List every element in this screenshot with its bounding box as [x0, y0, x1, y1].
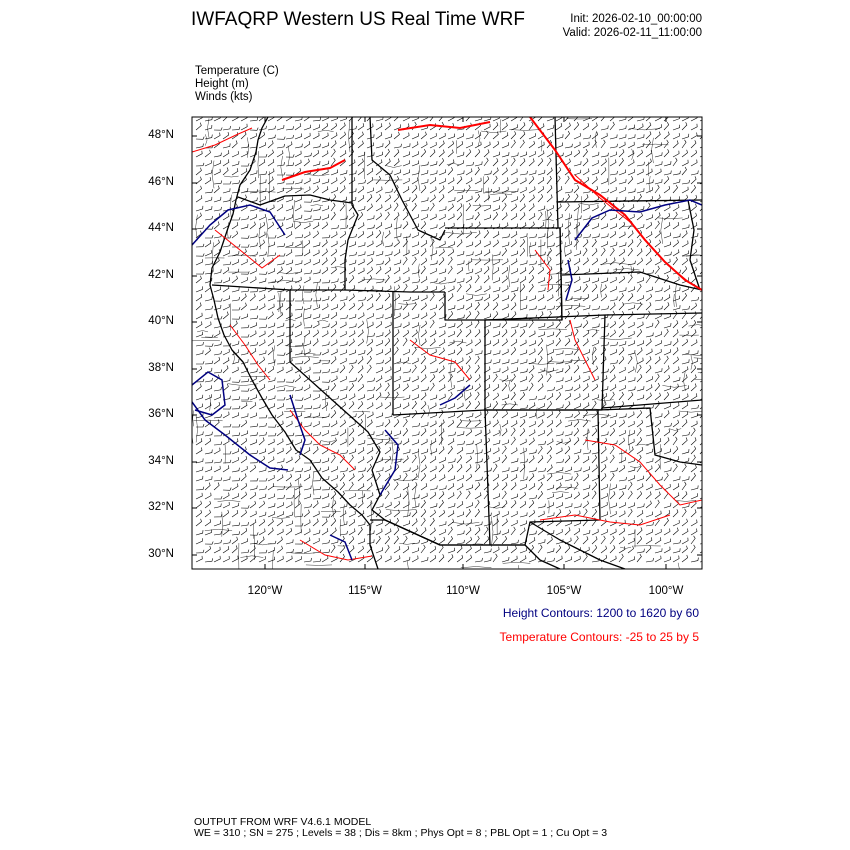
field-height: Height (m): [195, 78, 249, 90]
height-contour-note: Height Contours: 1200 to 1620 by 60: [502, 606, 699, 620]
temperature-contour-note: Temperature Contours: -25 to 25 by 5: [499, 630, 699, 644]
longitude-tick-label: 115°W: [348, 585, 382, 597]
field-temperature: Temperature (C): [195, 65, 279, 77]
latitude-tick-label: 40°N: [148, 315, 174, 327]
latitude-tick-label: 30°N: [148, 548, 174, 560]
latitude-tick-label: 48°N: [148, 129, 174, 141]
longitude-tick-label: 120°W: [247, 585, 283, 597]
latitude-tick-label: 34°N: [148, 455, 174, 467]
valid-time: Valid: 2026-02-11_11:00:00: [562, 27, 702, 39]
map-title: IWFAQRP Western US Real Time WRF: [191, 9, 525, 30]
latitude-tick-label: 36°N: [148, 408, 174, 420]
footer-model: OUTPUT FROM WRF V4.6.1 MODEL: [194, 816, 372, 828]
latitude-tick-label: 32°N: [148, 501, 174, 513]
field-winds: Winds (kts): [195, 91, 253, 103]
longitude-tick-label: 105°W: [546, 585, 582, 597]
latitude-tick-label: 46°N: [148, 176, 174, 188]
latitude-tick-label: 42°N: [148, 269, 174, 281]
longitude-tick-label: 100°W: [648, 585, 684, 597]
footer-config: WE = 310 ; SN = 275 ; Levels = 38 ; Dis = 8km ; Phys Opt = 8 ; PBL Opt = 1 ; Cu Opt = 3: [194, 827, 608, 839]
latitude-tick-label: 38°N: [148, 362, 174, 374]
latitude-tick-label: 44°N: [148, 222, 174, 234]
longitude-tick-label: 110°W: [446, 585, 480, 597]
county-line: [601, 567, 602, 589]
init-time: Init: 2026-02-10_00:00:00: [570, 13, 702, 25]
